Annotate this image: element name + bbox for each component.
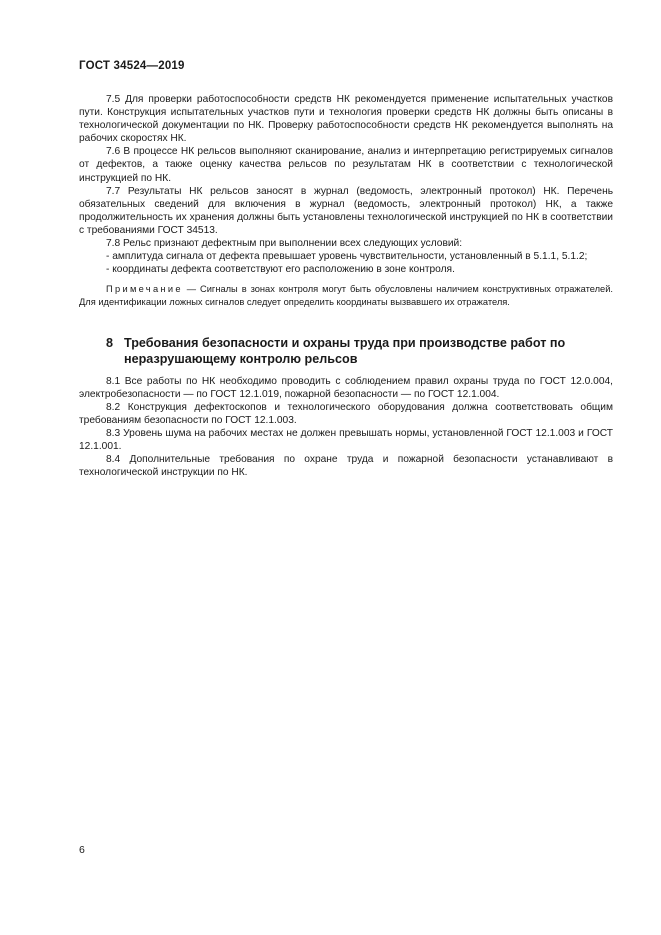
condition-item-2: - координаты дефекта соответствуют его расположению в зоне контроля.: [106, 264, 455, 276]
section-title: Требования безопасности и охраны труда при производстве работ по неразрушающему контролю рельсов: [124, 335, 566, 366]
paragraph-7-6: 7.6 В процессе НК рельсов выполняют сканирование, анализ и интерпретацию регистрируемых сигналов от дефектов, а также оценку качества рельсов по результатам НК в соответствии с технологической инструкцией по НК.: [79, 146, 613, 184]
paragraph-8-2: 8.2 Конструкция дефектоскопов и технологического оборудования должна соответствовать общим требованиям безопасности по ГОСТ 12.1.003.: [79, 401, 613, 426]
paragraph-8-4: 8.4 Дополнительные требования по охране труда и пожарной безопасности устанавливают в технологической инструкции по НК.: [79, 454, 613, 479]
page-number: 6: [79, 844, 85, 856]
paragraph-8-1: 8.1 Все работы по НК необходимо проводить с соблюдением правил охраны труда по ГОСТ 12.0.004, электробезопасности — по ГОСТ 12.1.019, пожарной безопасности — по ГОСТ 12.1.004.: [79, 375, 613, 400]
paragraph-7-8: 7.8 Рельс признают дефектным при выполнении всех следующих условий:: [106, 238, 463, 250]
document-header: ГОСТ 34524—2019: [79, 60, 185, 72]
note: [79, 283, 613, 307]
paragraph-7-7: 7.7 Результаты НК рельсов заносят в журнал (ведомость, электронный протокол) НК. Перечень обязательных сведений для включения в журнал (ведомость, электронный протокол) НК, а также продолжительность их хранения должны быть установлены технологической инструкцией по НК в соответствии с требованиями ГОСТ 34513.: [79, 185, 613, 236]
document-body: [79, 93, 613, 479]
section-number: 8: [106, 335, 114, 350]
note-text: — Сигналы в зонах контроля могут быть обусловлены наличием конструктивных отражателей. Для идентификации ложных сигналов следует определить координаты вызвавшего их отражателя.: [79, 284, 613, 307]
paragraph-7-5: 7.5 Для проверки работоспособности средств НК рекомендуется применение испытательных участков пути. Конструкция испытательных участков пути и технология проверки средств НК должны быть описаны в технологической документации по НК. Проверку работоспособности средств НК рекомендуется выполнять на рабочих скоростях НК.: [79, 94, 613, 145]
section-8-heading: [79, 335, 613, 367]
condition-item-1: - амплитуда сигнала от дефекта превышает уровень чувствительности, установленный в 5.1.1, 5.1.2;: [106, 251, 588, 263]
note-label: Примечание: [106, 284, 183, 295]
paragraph-8-3: 8.3 Уровень шума на рабочих местах не должен превышать нормы, установленной ГОСТ 12.1.003 и ГОСТ 12.1.001.: [79, 428, 613, 453]
